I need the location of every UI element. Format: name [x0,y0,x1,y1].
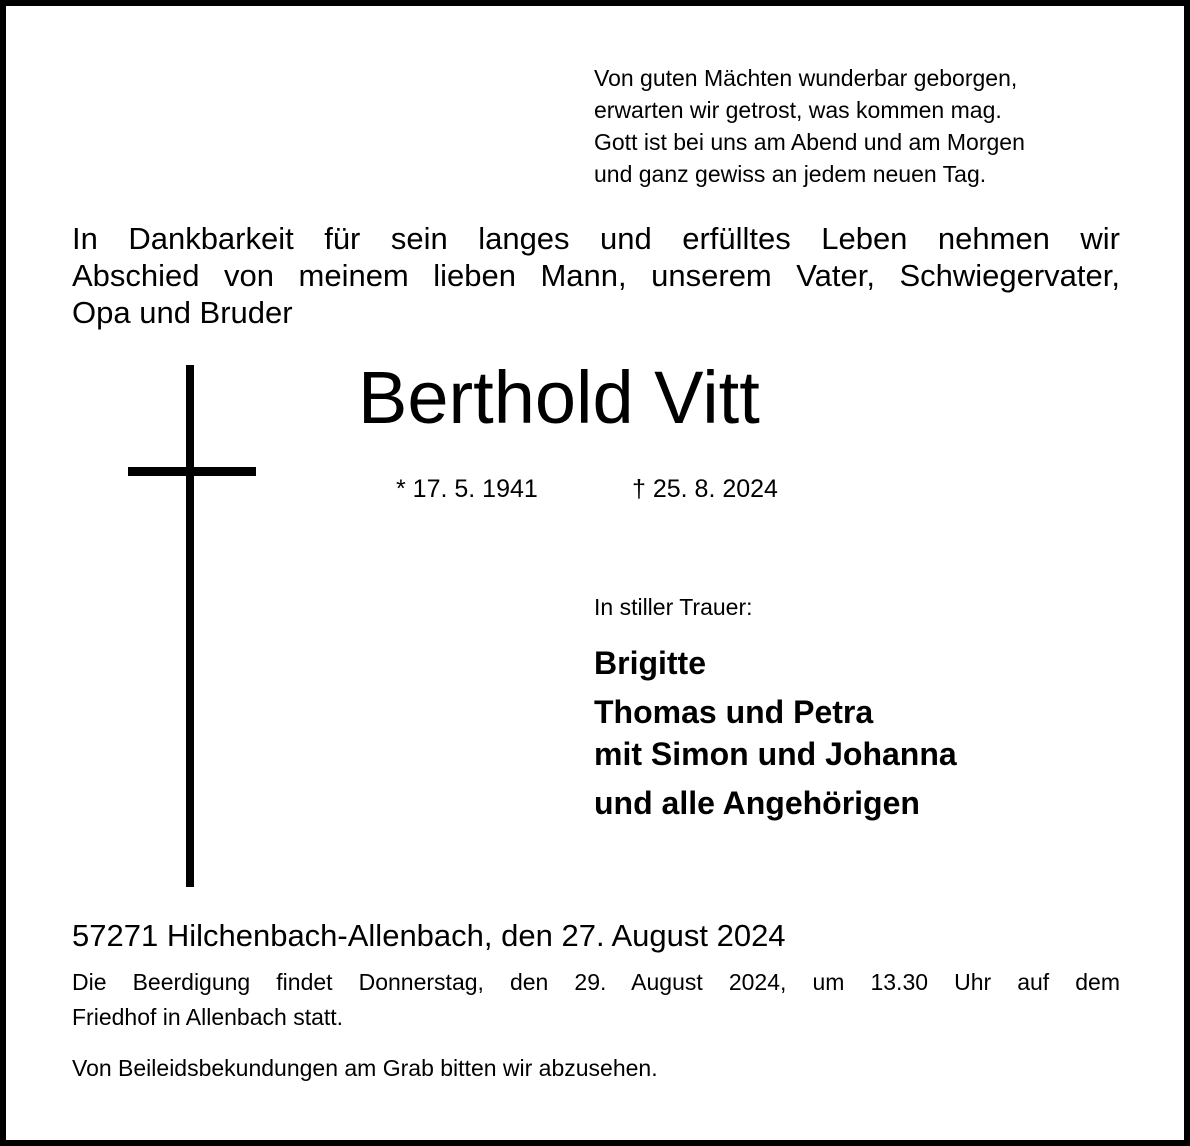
intro-line: Abschied von meinem lieben Mann, unserem Vater, Schwiegervater, [72,258,1120,293]
cross-icon-horizontal-bar [128,467,256,476]
intro-line: In Dankbarkeit für sein langes und erfülltes Leben nehmen wir [72,221,1120,256]
poem-line: Von guten Mächten wunderbar geborgen, [594,65,1018,91]
intro-text [72,220,1120,331]
birth-date: * 17. 5. 1941 [396,475,538,503]
funeral-line: Die Beerdigung findet Donnerstag, den 29. August 2024, um 13.30 Uhr auf dem [72,969,1120,995]
deceased-name: Berthold Vitt [358,356,760,439]
mourner-name: Brigitte [594,645,706,681]
cross-icon-vertical-bar [186,365,194,887]
intro-line: Opa und Bruder [72,295,293,330]
place-and-date: 57271 Hilchenbach-Allenbach, den 27. August 2024 [72,918,786,953]
mourners-list [594,642,957,824]
poem-verse [594,62,1154,190]
mourner-name: mit Simon und Johanna [594,736,957,772]
mourner-name: und alle Angehörigen [594,785,920,821]
poem-line: erwarten wir getrost, was kommen mag. [594,97,1002,123]
funeral-line: Friedhof in Allenbach statt. [72,1004,344,1030]
funeral-info [72,965,1120,1035]
mourner-name: Thomas und Petra [594,694,874,730]
poem-line: und ganz gewiss an jedem neuen Tag. [594,161,987,187]
mourners-label: In stiller Trauer: [594,594,753,620]
poem-line: Gott ist bei uns am Abend und am Morgen [594,129,1025,155]
death-date: † 25. 8. 2024 [632,475,778,503]
condolence-note: Von Beileidsbekundungen am Grab bitten wir abzusehen. [72,1055,658,1081]
